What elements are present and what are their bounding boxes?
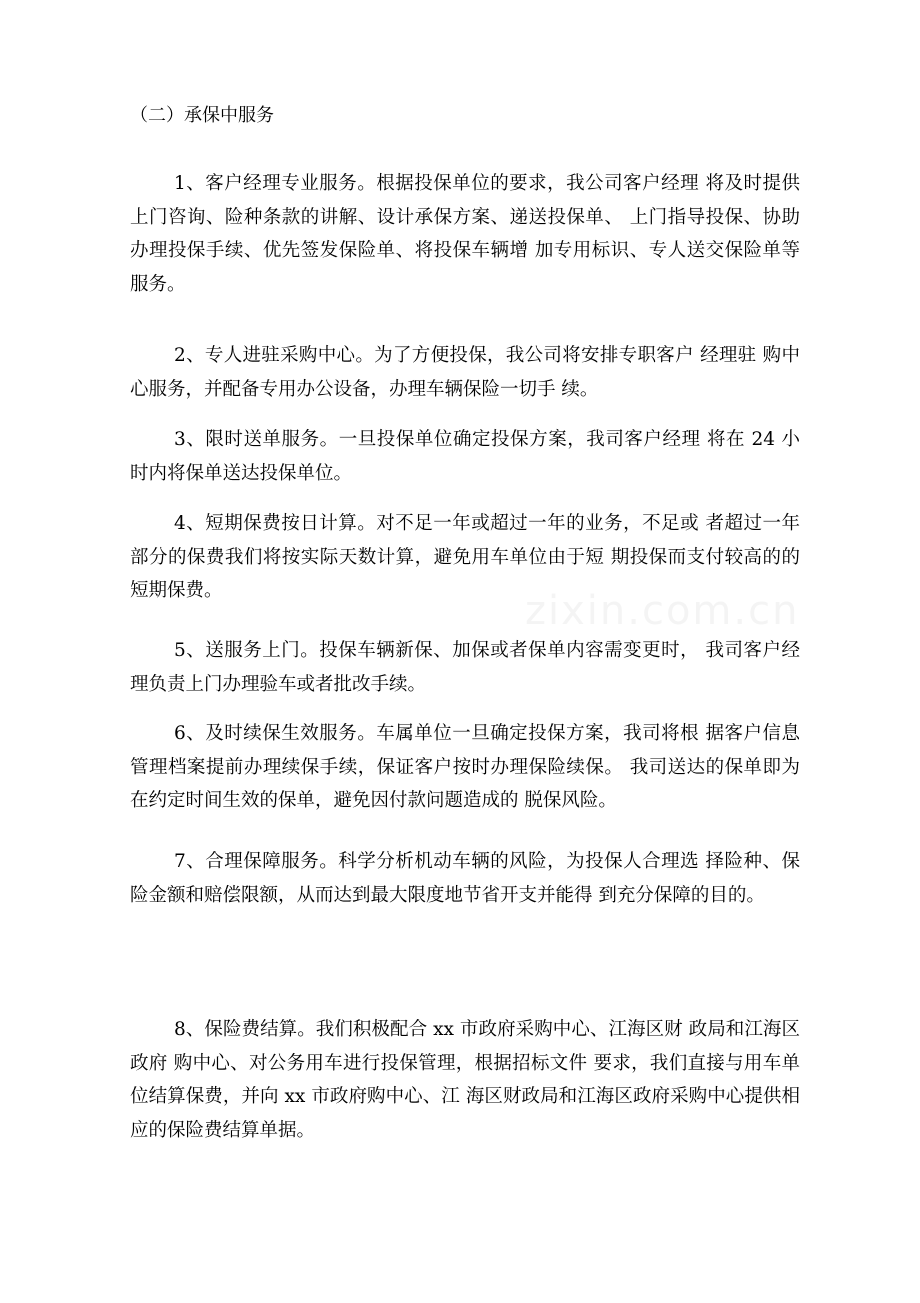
paragraph-2: 2、专人进驻采购中心。为了方便投保，我公司将安排专职客户 经理驻 购中心服务，并配备专用办公设备，办理车辆保险一切手 续。	[130, 345, 800, 400]
section-heading: （二）承保中服务	[130, 105, 274, 126]
paragraph-3: 3、限时送单服务。一旦投保单位确定投保方案，我司客户经理 将在 24 小时内将保单送达投保单位。	[130, 429, 800, 484]
watermark: zixin.com.cn	[525, 588, 800, 634]
paragraph-7: 7、合理保障服务。科学分析机动车辆的风险，为投保人合理选 择险种、保险金额和赔偿限额，从而达到最大限度地节省开支并能得 到充分保障的目的。	[130, 851, 800, 906]
paragraph-8: 8、保险费结算。我们积极配合 xx 市政府采购中心、江海区财 政局和江海区政府 购中心、对公务用车进行投保管理，根据招标文件 要求，我们直接与用车单位结算保费，并向 xx 市政府购中心、江 海区财政局和江海区政府采购中心提供相应的保险费结算单据。	[130, 1019, 800, 1141]
paragraph-5: 5、送服务上门。投保车辆新保、加保或者保单内容需变更时， 我司客户经理负责上门办理验车或者批改手续。	[130, 640, 800, 695]
paragraph-6: 6、及时续保生效服务。车属单位一旦确定投保方案，我司将根 据客户信息管理档案提前办理续保手续，保证客户按时办理保险续保。 我司送达的保单即为在约定时间生效的保单，避免因付款问题造成的 脱保风险。	[130, 723, 800, 811]
paragraph-1: 1、客户经理专业服务。根据投保单位的要求，我公司客户经理 将及时提供上门咨询、险种条款的讲解、设计承保方案、递送投保单、 上门指导投保、协助办理投保手续、优先签发保险单、将投保车辆增 加专用标识、专人送交保险单等服务。	[130, 173, 800, 295]
paragraph-4: 4、短期保费按日计算。对不足一年或超过一年的业务，不足或 者超过一年部分的保费我们将按实际天数计算，避免用车单位由于短 期投保而支付较高的的短期保费。	[130, 513, 800, 601]
